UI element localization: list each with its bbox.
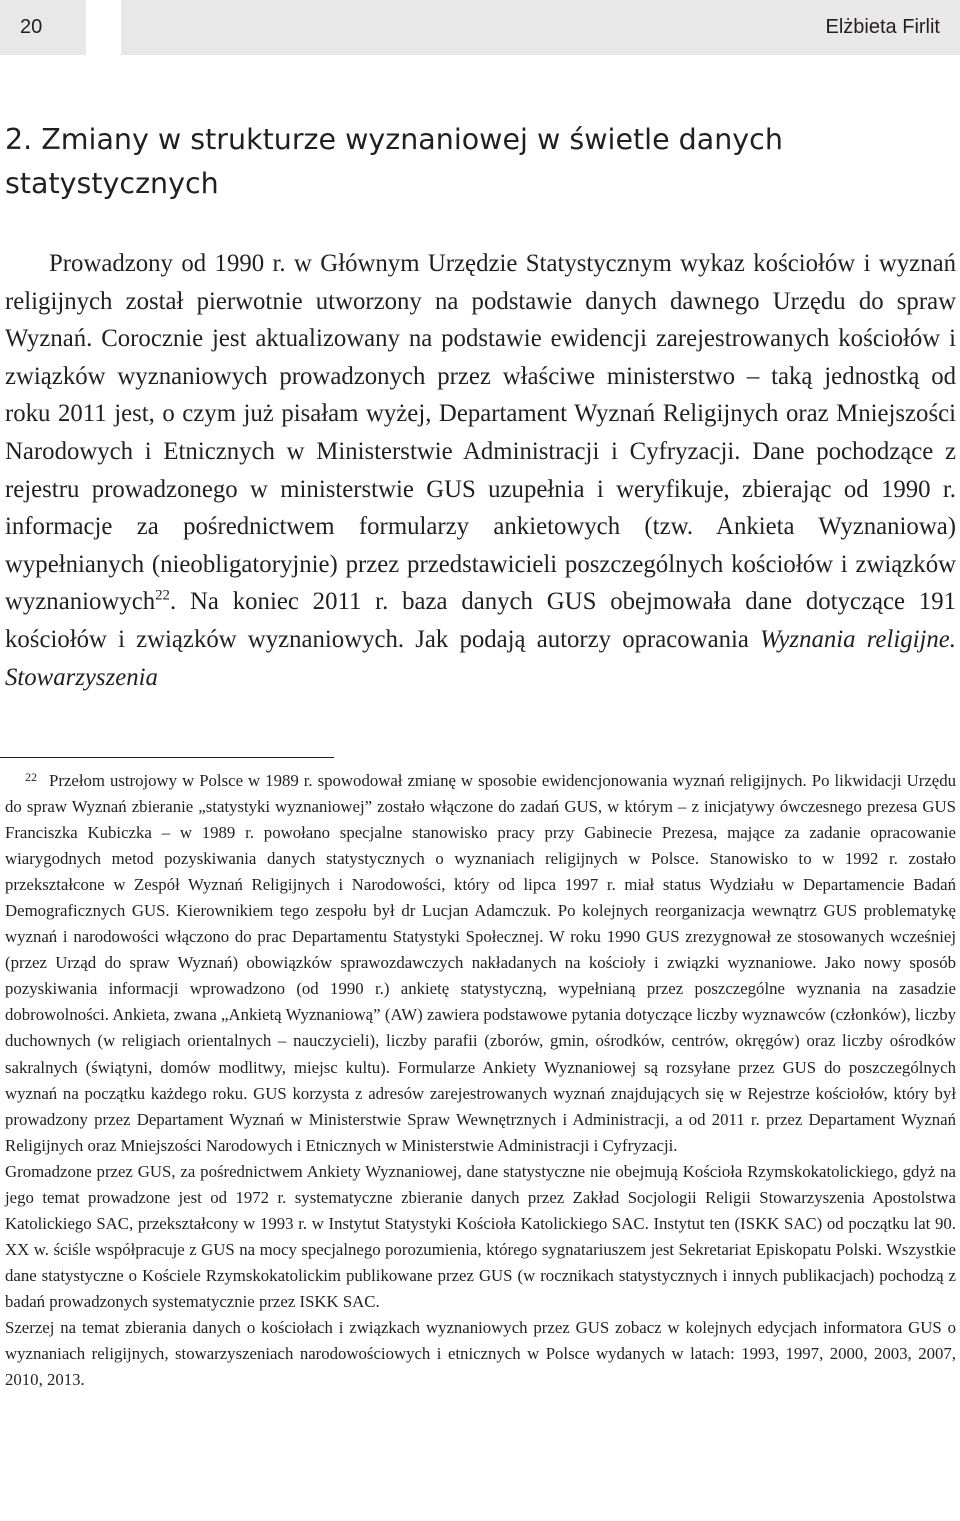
page-number: 20 bbox=[0, 0, 86, 55]
body-text-a: Prowadzony od 1990 r. w Głównym Urzędzie Statystycznym wykaz kościołów i wyznań religijnych został pierwotnie utworzony na podstawie danych dawnego Urzędu do spraw Wyznań. Corocznie jest aktualizowany na podstawie ewidencji zarejestrowanych kościołów i związków wyznaniowych prowadzonych przez właściwe ministerstwo – taką jednostką od roku 2011 jest, o czym już pisałam wyżej, Departament Wyznań Religijnych oraz Mniejszości Narodowych i Etnicznych w Ministerstwie Administracji i Cyfryzacji. Dane pochodzące z rejestru prowadzonego w ministerstwie GUS uzupełnia i weryfikuje, zbierając od 1990 r. informacje za pośrednictwem formularzy ankietowych (tzw. Ankieta Wyznaniowa) wypełnianych (nieobligatoryjnie) przez przedstawicieli poszczególnych kościołów i związków wyznaniowych bbox=[5, 250, 956, 616]
footnote-paragraph-2: Gromadzone przez GUS, za pośrednictwem Ankiety Wyznaniowej, dane statystyczne nie obejmują Kościoła Rzymskokatolickiego, gdyż na jego temat prowadzone jest od 1972 r. systematyczne zbieranie danych przez Zakład Socjologii Religii Stowarzyszenia Apostolstwa Katolickiego SAC, przekształcony w 1993 r. w Instytut Statystyki Kościoła Katolickiego SAC. Instytut ten (ISKK SAC) od początku lat 90. XX w. ściśle współpracuje z GUS na mocy specjalnego porozumienia, którego sygnatariuszem jest Sekretariat Episkopatu Polski. Wszystkie dane statystyczne o Kościele Rzymskokatolickim publikowane przez GUS (w rocznikach statystycznych i innych publikacjach) pochodzą z badań prowadzonych systematycznie przez ISKK SAC. bbox=[5, 1161, 956, 1311]
cited-title: Wyznania religijne. Stowarzyszenia bbox=[5, 625, 956, 691]
body-paragraph bbox=[5, 245, 956, 696]
footnote bbox=[5, 764, 956, 1393]
page-header bbox=[0, 0, 960, 55]
running-head-author: Elżbieta Firlit bbox=[121, 0, 960, 55]
footnote-number: 22 bbox=[25, 770, 37, 784]
body-text-b: . Na koniec 2011 r. baza danych GUS obejmowała dane dotyczące 191 kościołów i związków wyznaniowych. Jak podają autorzy opracowania bbox=[5, 588, 956, 653]
footnote-paragraph-3: Szerzej na temat zbierania danych o kościołach i związkach wyznaniowych przez GUS zobacz w kolejnych edycjach informatora GUS o wyznaniach religijnych, stowarzyszeniach narodowościowych i etnicznych w Polsce wydanych w latach: 1993, 1997, 2000, 2003, 2007, 2010, 2013. bbox=[5, 1317, 956, 1390]
footnote-paragraph-1 bbox=[5, 764, 956, 1159]
footnote-separator bbox=[0, 757, 334, 758]
footnote-reference[interactable]: 22 bbox=[155, 588, 170, 605]
footnote-text-1: Przełom ustrojowy w Polsce w 1989 r. spowodował zmianę w sposobie ewidencjonowania wyznań religijnych. Po likwidacji Urzędu do spraw Wyznań zbieranie „statystyki wyznaniowej” zostało włączone do zadań GUS, w którym – z inicjatywy ówczesnego prezesa GUS Franciszka Kubiczka – w 1989 r. powołano specjalne stanowisko pracy przy Gabinecie Prezesa, mające za zadanie opracowanie wiarygodnych metod pozyskiwania danych statystycznych o wyznaniach religijnych w Polsce. Stanowisko to w 1992 r. zostało przekształcone w Zespół Wyznań Religijnych i Narodowości, który od lipca 1997 r. miał status Wydziału w Departamencie Badań Demograficznych GUS. Kierownikiem tego zespołu był dr Lucjan Adamczuk. Po kolejnych reorganizacja wewnątrz GUS problematykę wyznań i narodowości włączono do prac Departamentu Statystyki Społecznej. W roku 1990 GUS zrezygnował ze stosowanych wcześniej (przez Urząd do spraw Wyznań) obowiązków sprawozdawczych nakładanych na kościoły i związki wyznaniowe. Jako nowy sposób pozyskiwania informacji wprowadzono (od 1990 r.) ankietę statystyczną, wypełnianą przez poszczególne wyznania na zasadzie dobrowolności. Ankieta, zwana „Ankietą Wyznaniową” (AW) zawiera podstawowe pytania dotyczące liczby wyznawców (członków), liczby duchownych (w religiach orientalnych – nauczycieli), liczby parafii (zborów, gmin, ośrodków, centrów, okręgów) oraz liczby ośrodków sakralnych (świątyni, domów modlitwy, miejsc kultu). Formularze Ankiety Wyznaniowej są rozsyłane przez GUS do poszczególnych wyznań na początku każdego roku. GUS korzysta z adresów zarejestrowanych wyznań znajdujących się w Rejestrze kościołów, który był prowadzony przez Departament Wyznań w Ministerstwie Spraw Wewnętrznych i Administracji, a od 2011 r. przez Departament Wyznań Religijnych oraz Mniejszości Narodowych i Etnicznych w Ministerstwie Administracji i Cyfryzacji. bbox=[5, 771, 956, 1155]
section-title: 2. Zmiany w strukturze wyznaniowej w świetle danych statystycznych bbox=[5, 123, 783, 200]
